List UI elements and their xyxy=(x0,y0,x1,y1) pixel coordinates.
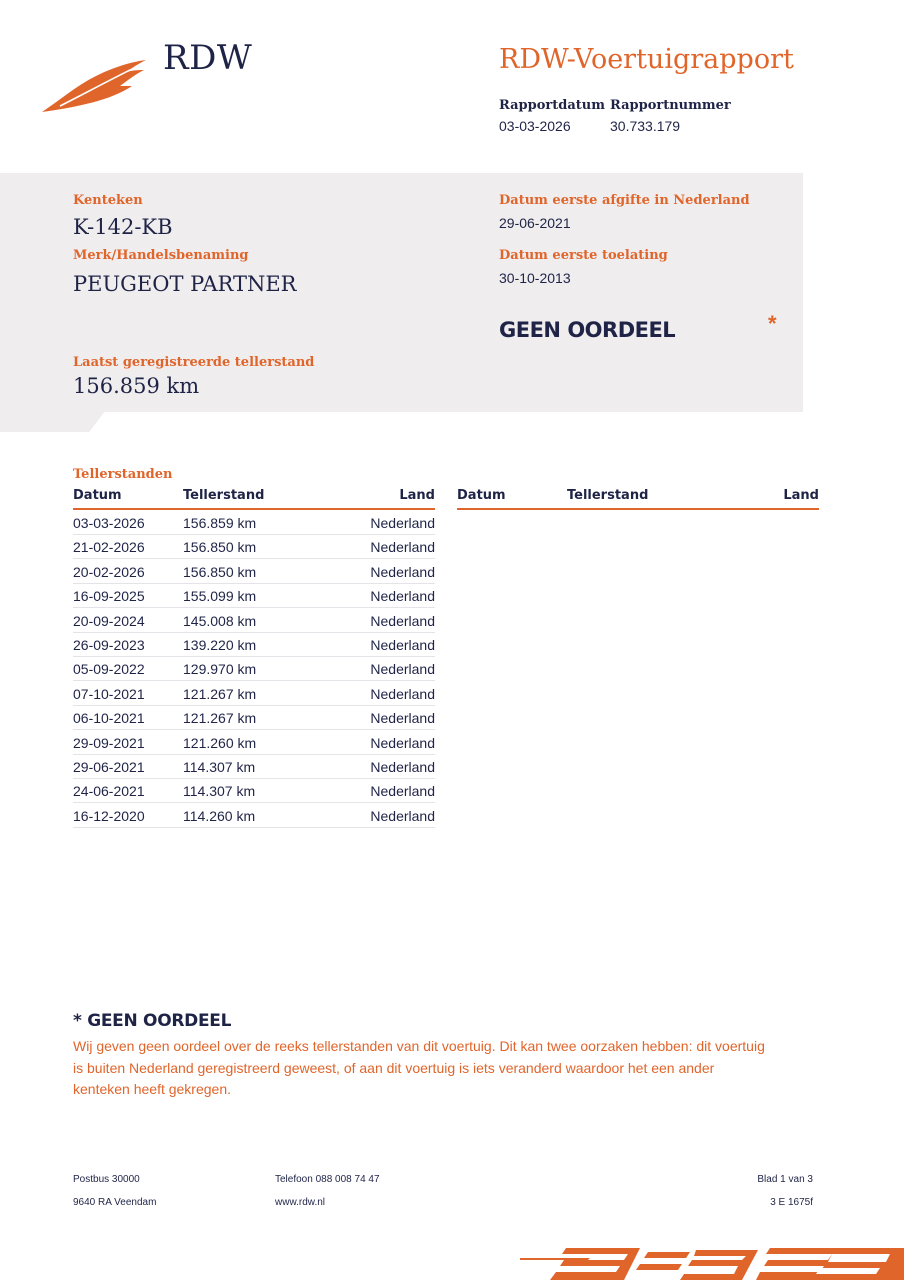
mileage-value: 156.859 km xyxy=(73,374,200,398)
report-title: RDW-Voertuigrapport xyxy=(499,44,794,75)
reading-value: 114.307 km xyxy=(183,783,256,800)
table-row xyxy=(73,778,435,803)
reading-country: Nederland xyxy=(370,710,435,727)
footer-code: 3 E 1675f xyxy=(770,1197,813,1208)
note-text: Wij geven geen oordeel over de reeks tellerstanden van dit voertuig. Dit kan twee oorzaken hebben: dit voertuig is buiten Nederland geregistreerd geweest, of aan dit voertuig is iets veranderd waardoor het een ander kenteken heeft gekregen. xyxy=(73,1038,765,1097)
verdict-text: GEEN OORDEEL xyxy=(499,318,676,342)
reading-date: 29-09-2021 xyxy=(73,734,145,751)
reading-date: 06-10-2021 xyxy=(73,710,145,727)
reading-country: Nederland xyxy=(370,515,435,531)
footer-stripes-icon xyxy=(520,1244,904,1280)
table-row xyxy=(73,583,435,608)
report-number: 30.733.179 xyxy=(610,118,681,134)
table-row xyxy=(73,559,435,584)
reading-value: 121.260 km xyxy=(183,734,257,751)
reading-date: 29-06-2021 xyxy=(73,759,145,775)
first-admission-label: Datum eerste toelating xyxy=(499,248,668,263)
reading-value: 114.307 km xyxy=(183,759,256,775)
reading-date: 21-02-2026 xyxy=(73,539,145,556)
footer-phone: Telefoon 088 008 74 47 xyxy=(275,1174,380,1185)
table-row xyxy=(73,534,435,559)
reading-value: 145.008 km xyxy=(183,612,257,629)
col-country: Land xyxy=(399,488,435,503)
reading-country: Nederland xyxy=(370,612,435,629)
first-nl-label: Datum eerste afgifte in Nederland xyxy=(499,193,750,208)
reading-country: Nederland xyxy=(370,807,435,824)
report-number-label: Rapportnummer xyxy=(610,98,731,113)
reading-date: 03-03-2026 xyxy=(73,515,145,531)
reading-value: 156.850 km xyxy=(183,539,257,556)
reading-value: 121.267 km xyxy=(183,710,257,727)
reading-value: 156.850 km xyxy=(183,563,257,580)
report-date: 03-03-2026 xyxy=(499,118,571,134)
table-row xyxy=(73,510,435,535)
logo-text: RDW xyxy=(163,38,253,78)
make-value: PEUGEOT PARTNER xyxy=(73,272,297,296)
rdw-logo-icon xyxy=(40,56,150,116)
table-row xyxy=(73,754,435,779)
col-country: Land xyxy=(783,488,819,503)
table-row xyxy=(73,705,435,730)
reading-country: Nederland xyxy=(370,588,435,605)
reading-value: 139.220 km xyxy=(183,637,257,653)
reading-value: 155.099 km xyxy=(183,588,257,605)
note-marker: * xyxy=(73,1011,82,1031)
reading-date: 26-09-2023 xyxy=(73,637,145,653)
table-row xyxy=(73,681,435,706)
reading-country: Nederland xyxy=(370,685,435,702)
table-row xyxy=(73,632,435,657)
reading-country: Nederland xyxy=(370,661,435,678)
col-date: Datum xyxy=(73,488,122,503)
reading-country: Nederland xyxy=(370,563,435,580)
readings-title: Tellerstanden xyxy=(73,467,173,482)
reading-value: 121.267 km xyxy=(183,685,257,702)
table-row xyxy=(73,656,435,681)
first-admission-value: 30-10-2013 xyxy=(499,270,571,286)
reading-date: 20-02-2026 xyxy=(73,563,145,580)
reading-date: 24-06-2021 xyxy=(73,783,145,800)
readings-table-header-right xyxy=(457,488,819,510)
verdict-marker: * xyxy=(768,311,777,336)
reading-value: 156.859 km xyxy=(183,515,257,531)
reading-date: 05-09-2022 xyxy=(73,661,145,678)
table-row xyxy=(73,608,435,633)
reading-value: 129.970 km xyxy=(183,661,257,678)
reading-country: Nederland xyxy=(370,734,435,751)
readings-table-header-left xyxy=(73,488,435,510)
plate-value: K-142-KB xyxy=(73,215,173,239)
footer-postbus: Postbus 30000 xyxy=(73,1174,140,1185)
first-nl-value: 29-06-2021 xyxy=(499,215,571,231)
col-reading: Tellerstand xyxy=(183,488,265,503)
plate-label: Kenteken xyxy=(73,193,143,208)
reading-date: 16-12-2020 xyxy=(73,807,145,824)
mileage-label: Laatst geregistreerde tellerstand xyxy=(73,355,315,370)
reading-country: Nederland xyxy=(370,539,435,556)
reading-country: Nederland xyxy=(370,783,435,800)
footer-page: Blad 1 van 3 xyxy=(757,1174,813,1185)
footer-city: 9640 RA Veendam xyxy=(73,1197,157,1208)
reading-country: Nederland xyxy=(370,759,435,775)
col-reading: Tellerstand xyxy=(567,488,649,503)
note-title xyxy=(73,1011,231,1031)
reading-date: 07-10-2021 xyxy=(73,685,145,702)
report-date-label: Rapportdatum xyxy=(499,98,605,113)
note-title-text: GEEN OORDEEL xyxy=(87,1011,232,1031)
reading-date: 16-09-2025 xyxy=(73,588,145,605)
reading-date: 20-09-2024 xyxy=(73,612,145,629)
table-row xyxy=(73,803,435,828)
panel-tab-decoration xyxy=(0,411,105,432)
footer-web[interactable]: www.rdw.nl xyxy=(275,1197,326,1208)
reading-country: Nederland xyxy=(370,637,435,653)
readings-table-body xyxy=(73,510,435,830)
make-label: Merk/Handelsbenaming xyxy=(73,248,249,263)
reading-value: 114.260 km xyxy=(183,807,256,824)
col-date: Datum xyxy=(457,488,506,503)
table-row xyxy=(73,730,435,755)
